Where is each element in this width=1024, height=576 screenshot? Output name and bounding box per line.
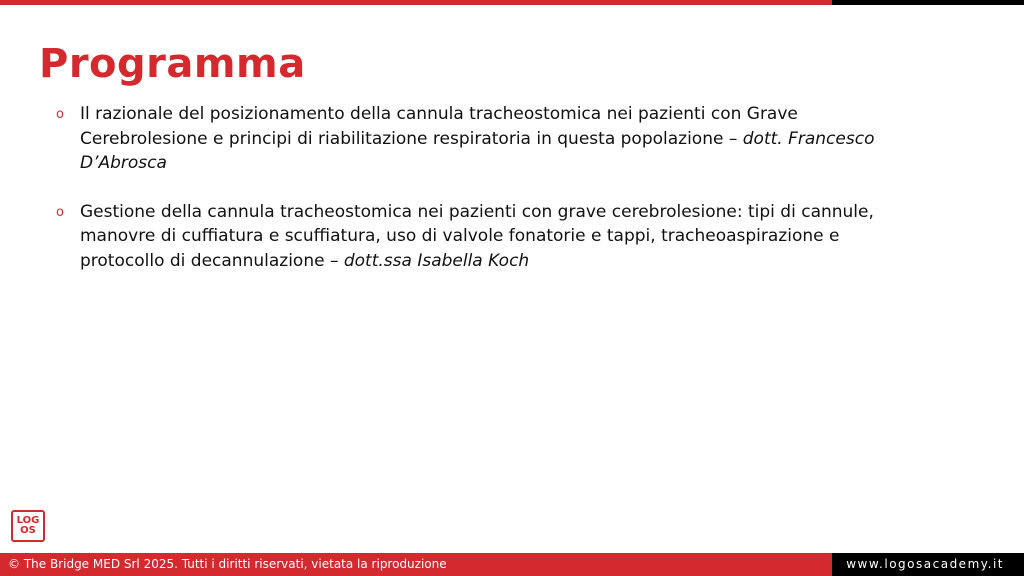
program-item-1 [56, 102, 906, 176]
footer-copyright: © The Bridge MED Srl 2025. Tutti i diritti riservati, vietata la riproduzione [0, 553, 832, 576]
program-item-2-speaker: dott.ssa Isabella Koch [343, 250, 530, 271]
top-accent-bar [0, 0, 832, 5]
program-item-2-text: Gestione della cannula tracheostomica nei pazienti con grave cerebrolesione: tipi di cannule, manovre di cuffiatura e scuffiatura, uso di valvole fonatorie e tappi, tracheoaspirazione e protocollo di decannulazione – [80, 201, 874, 271]
logos-logo [11, 510, 45, 542]
program-item-2 [56, 200, 906, 274]
top-dark-bar [832, 0, 1024, 5]
program-list [56, 102, 906, 273]
footer-website-link[interactable]: www.logosacademy.it [832, 553, 1024, 576]
program-item-1-text: Il razionale del posizionamento della cannula tracheostomica nei pazienti con Grave Cerebrolesione e principi di riabilitazione respiratoria in questa popolazione – [80, 104, 798, 149]
bullet-marker-icon: o [56, 204, 64, 220]
program-item-1-speaker: dott. Francesco D’Abrosca [80, 128, 875, 173]
bullet-marker-icon: o [56, 107, 64, 122]
logo-line-2: OS [20, 525, 36, 536]
slide-title: Programma [39, 41, 306, 87]
logo-line-1: LOG [16, 515, 40, 526]
